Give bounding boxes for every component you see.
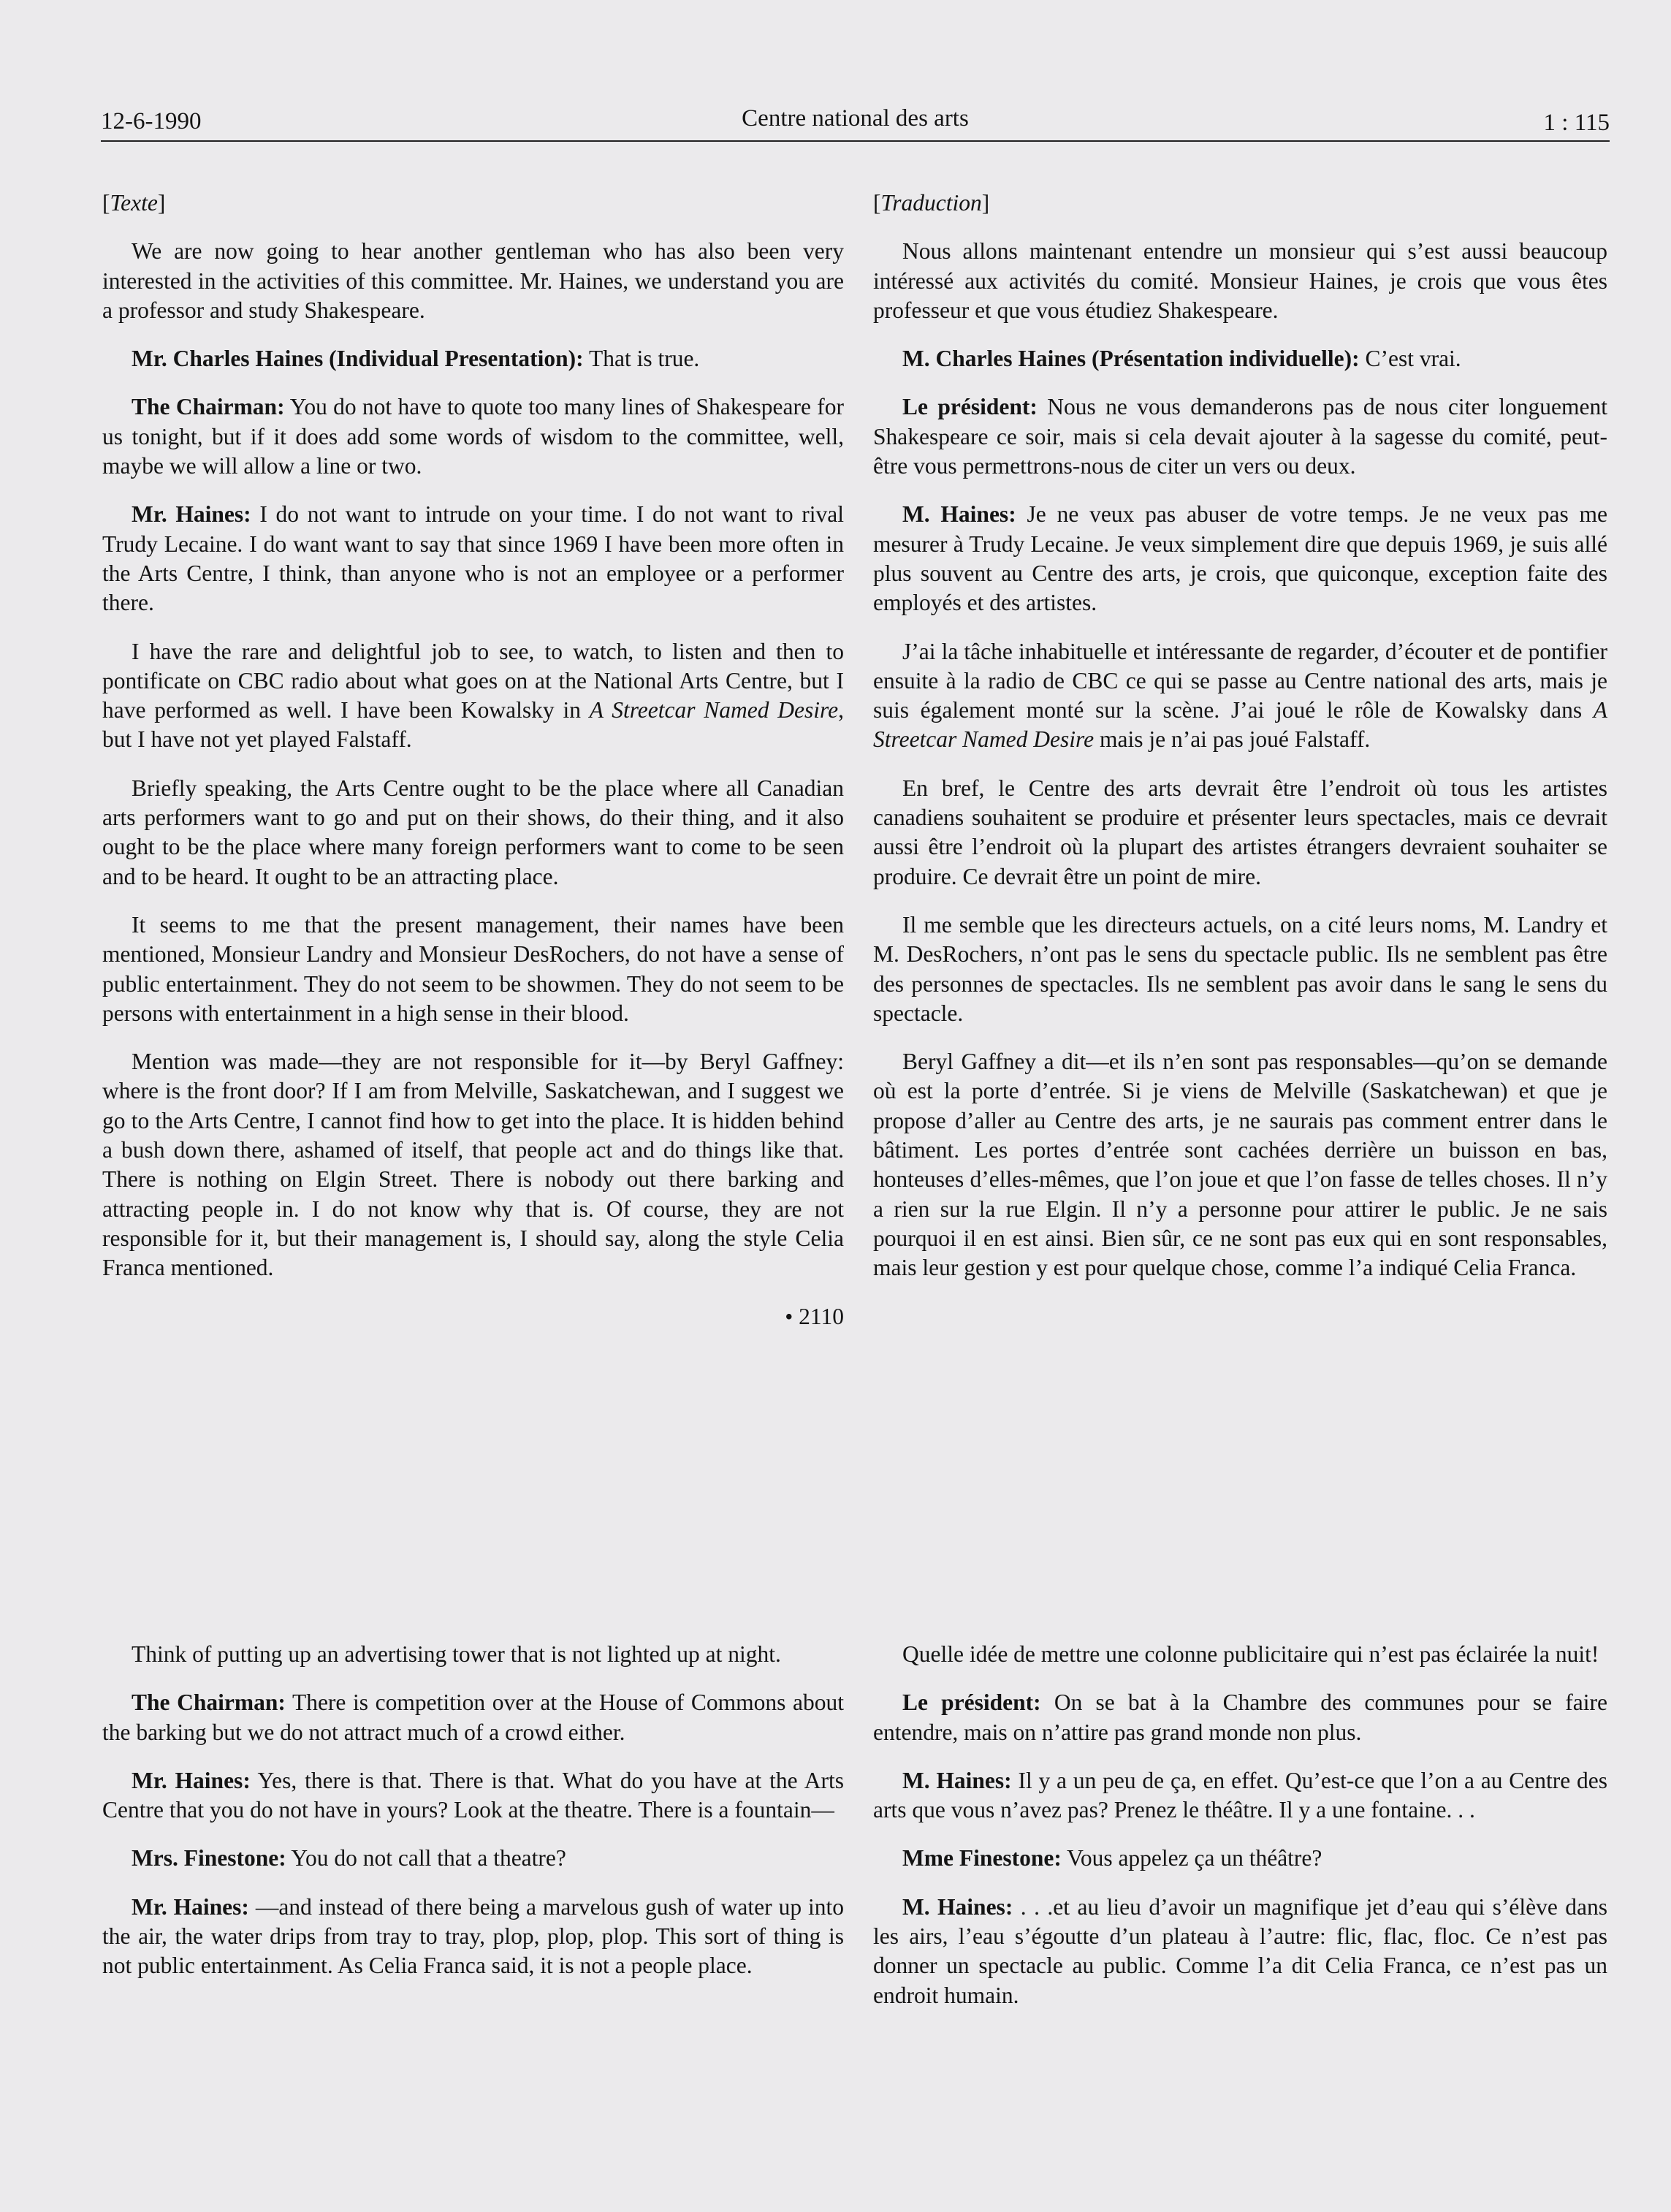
transcript-paragraph: [102, 637, 844, 755]
paragraph-text: You do not have to quote too many lines of Shakespeare for us tonight, but if it does add some words of wisdom to the committee, well, maybe we will allow a line or two.: [102, 394, 844, 479]
speaker-name: Mr. Haines:: [132, 501, 251, 528]
paragraph-text: . . .et au lieu d’avoir un magnifique jet d’eau qui s’élève dans les airs, l’eau s’égoutte d’un plateau à l’autre: flic, flac, floc. Ce n’est pas donner un spectacle au public. Comme l’a dit Celia Franca, ce n’est pas un endroit humain.: [873, 1893, 1608, 2008]
transcript-paragraph: [873, 1844, 1607, 1873]
paragraph-text: , but I have not yet played Falstaff.: [102, 697, 844, 753]
english-block-bottom: [102, 1640, 844, 2000]
transcript-paragraph: [873, 1893, 1607, 2010]
play-title: A Streetcar Named Desire: [873, 697, 1607, 753]
speaker-name: Le président:: [902, 394, 1038, 420]
transcript-paragraph: [102, 911, 844, 1028]
paragraph-text: Il y a un peu de ça, en effet. Qu’est-ce que l’on a au Centre des arts que vous n’avez pas? Prenez le théâtre. Il y a une fontaine. . .: [873, 1767, 1608, 1823]
speaker-name: Mr. Haines:: [132, 1767, 251, 1793]
paragraph-text: Vous appelez ça un théâtre?: [1067, 1845, 1322, 1871]
paragraph-text: It seems to me that the present management, their names have been mentioned, Monsieur Landry and Monsieur DesRochers, do not have a sense of public entertainment. They do not seem to be showmen. They do not seem to be persons with entertainment in a high sense in their blood.: [102, 911, 844, 1026]
transcript-paragraph: [873, 1047, 1607, 1282]
paragraph-text: Quelle idée de mettre une colonne publicitaire qui n’est pas éclairée la nuit!: [902, 1641, 1599, 1667]
french-block-bottom: [873, 1640, 1607, 2029]
paragraph-text: Il me semble que les directeurs actuels, on a cité leurs noms, M. Landry et M. DesRochers, n’ont pas le sens du spectacle public. Ils ne semblent pas être des personnes de spectacles. Ils ne semblent pas avoir dans le sang le sens du spectacle.: [873, 911, 1607, 1026]
header-divider: [101, 140, 1610, 142]
transcript-paragraph: [102, 1688, 844, 1747]
transcript-paragraph: [102, 344, 844, 373]
transcript-paragraph: [873, 1688, 1607, 1747]
paragraph-text: I do not want to intrude on your time. I do not want to rival Trudy Lecaine. I do want want to say that since 1969 I have been more often in the Arts Centre, I think, than anyone who is not an employee or a performer there.: [102, 501, 845, 616]
speaker-name: Le président:: [902, 1690, 1041, 1716]
paragraph-text: That is true.: [588, 346, 700, 372]
speaker-name: M. Haines:: [902, 1893, 1013, 1920]
speaker-name: M. Haines:: [902, 1767, 1012, 1793]
paragraph-text: Je ne veux pas abuser de votre temps. Je ne veux pas me mesurer à Trudy Lecaine. Je veux simplement dire que depuis 1969, je suis allé plus souvent au Centre des arts, je crois, que quiconque, exception faite des employés et des artistes.: [873, 501, 1608, 616]
paragraph-text: Think of putting up an advertising tower that is not lighted up at night.: [132, 1641, 781, 1667]
paragraph-text: mais je n’ai pas joué Falstaff.: [1094, 726, 1371, 753]
paragraph-text: Briefly speaking, the Arts Centre ought to be the place where all Canadian arts performers want to go and put on their shows, do their thing, and it also ought to be the place where many foreign performers want to come to be seen and to be heard. It ought to be an attracting place.: [102, 775, 844, 889]
header-date: 12-6-1990: [101, 108, 202, 134]
paragraph-text: En bref, le Centre des arts devrait être l’endroit où tous les artistes canadiens souhaitent se produire et présenter leurs spectacles, mais ce devrait aussi être l’endroit où la plupart des artistes étrangers devraient souhaiter se produire. Ce devrait être un point de mire.: [873, 775, 1607, 889]
speaker-name: Mrs. Finestone:: [132, 1845, 286, 1871]
transcript-paragraph: [873, 911, 1607, 1028]
transcript-paragraph: [873, 237, 1607, 325]
transcript-paragraph: [102, 1893, 844, 1981]
transcript-paragraph: [102, 1766, 844, 1825]
paragraph-text: You do not call that a theatre?: [291, 1845, 566, 1871]
page-header: [101, 102, 1610, 140]
transcript-paragraph: [873, 774, 1607, 892]
transcript-paragraph: [873, 637, 1607, 755]
speaker-name: Mr. Haines:: [132, 1893, 249, 1920]
paragraph-text: Nous ne vous demanderons pas de nous citer longuement Shakespeare ce soir, mais si cela devait ajouter à la sagesse du comité, peut-être vous permettrons-nous de citer un vers ou deux.: [873, 394, 1608, 479]
paragraph-text: Beryl Gaffney a dit—et ils n’en sont pas responsables—qu’on se demande où est la porte d’entrée. Si je viens de Melville (Saskatchewan) et que je propose d’aller au Centre des arts, je ne saurais pas comment entrer dans le bâtiment. Les portes d’entrée sont cachées derrière un buisson en bas, honteuses d’elles-mêmes, que l’on joue et que l’on fasse de telles choses. Il n’y a rien sur la rue Elgin. Il n’y a personne pour attirer le public. Je ne sais pourquoi il en est ainsi. Bien sûr, ce ne sont pas eux qui en sont responsables, mais leur gestion y est pour quelque chose, comme l’a indiqué Celia Franca.: [873, 1049, 1607, 1281]
paragraph-text: Nous allons maintenant entendre un monsieur qui s’est aussi beaucoup intéressé aux activités du comité. Monsieur Haines, je crois que vous êtes professeur et que vous étudiez Shakespeare.: [873, 238, 1607, 323]
play-title: A Streetcar Named Desire: [589, 697, 839, 723]
speaker-name: The Chairman:: [132, 394, 285, 420]
speaker-name: M. Charles Haines (Présentation individuelle):: [902, 346, 1360, 372]
english-paragraphs: [102, 237, 844, 1282]
transcript-paragraph: [873, 500, 1607, 617]
header-page-number: 1 : 115: [1543, 110, 1610, 136]
speaker-name: Mme Finestone:: [902, 1845, 1062, 1871]
translation-tag: [Traduction]: [873, 190, 990, 216]
french-block-top: [873, 189, 1607, 1302]
paragraph-text: J’ai la tâche inhabituelle et intéressante de regarder, d’écouter et de pontifier ensuite à la radio de CBC ce qui se passe au Centre national des arts, mais je suis également monté sur la scène. J’ai joué le rôle de Kowalsky dans: [873, 638, 1607, 723]
speaker-name: Mr. Charles Haines (Individual Presentation):: [132, 346, 584, 372]
paragraph-text: On se bat à la Chambre des communes pour se faire entendre, mais on n’attire pas grand monde non plus.: [873, 1690, 1608, 1745]
text-tag: [Texte]: [102, 190, 166, 216]
speaker-name: M. Haines:: [902, 501, 1016, 528]
paragraph-text: I have the rare and delightful job to see, to watch, to listen and then to pontificate on CBC radio about what goes on at the National Arts Centre, but I have performed as well. I have been Kowalsky in: [102, 638, 844, 723]
paragraph-text: Mention was made—they are not responsible for it—by Beryl Gaffney: where is the front door? If I am from Melville, Saskatchewan, and I suggest we go to the Arts Centre, I cannot find how to get into the place. It is hidden behind a bush down there, ashamed of itself, that people act and do things like that. There is nothing on Elgin Street. There is nobody out there barking and attracting people in. I do not know why that is. Of course, they are not responsible for it, but their management is, I should say, along the style Celia Franca mentioned.: [102, 1049, 844, 1281]
paragraph-text: We are now going to hear another gentleman who has also been very interested in the activities of this committee. Mr. Haines, we understand you are a professor and study Shakespeare.: [102, 238, 844, 323]
paragraph-text: Yes, there is that. There is that. What do you have at the Arts Centre that you do not have in yours? Look at the theatre. There is a fountain—: [102, 1767, 844, 1823]
transcript-paragraph: [102, 237, 844, 325]
transcript-paragraph: [873, 1766, 1607, 1825]
english-block-top: [102, 189, 844, 1331]
transcript-paragraph: [102, 774, 844, 892]
transcript-paragraph: [873, 392, 1607, 481]
transcript-paragraph: [873, 1640, 1607, 1669]
timestamp: • 2110: [785, 1303, 844, 1329]
french-paragraphs-continued: [873, 1640, 1607, 2010]
transcript-paragraph: [102, 1047, 844, 1282]
paragraph-text: C’est vrai.: [1365, 346, 1461, 372]
header-title: Centre national des arts: [742, 105, 969, 132]
transcript-paragraph: [102, 392, 844, 481]
transcript-paragraph: [102, 500, 844, 617]
english-paragraphs-continued: [102, 1640, 844, 1981]
transcript-paragraph: [873, 344, 1607, 373]
paragraph-text: There is competition over at the House of Commons about the barking but we do not attract much of a crowd either.: [102, 1690, 844, 1745]
transcript-paragraph: [102, 1844, 844, 1873]
transcript-paragraph: [102, 1640, 844, 1669]
french-paragraphs: [873, 237, 1607, 1282]
paragraph-text: —and instead of there being a marvelous gush of water up into the air, the water drips from tray to tray, plop, plop, plop. This sort of thing is not public entertainment. As Celia Franca said, it is not a people place.: [102, 1893, 845, 1979]
speaker-name: The Chairman:: [132, 1690, 286, 1716]
